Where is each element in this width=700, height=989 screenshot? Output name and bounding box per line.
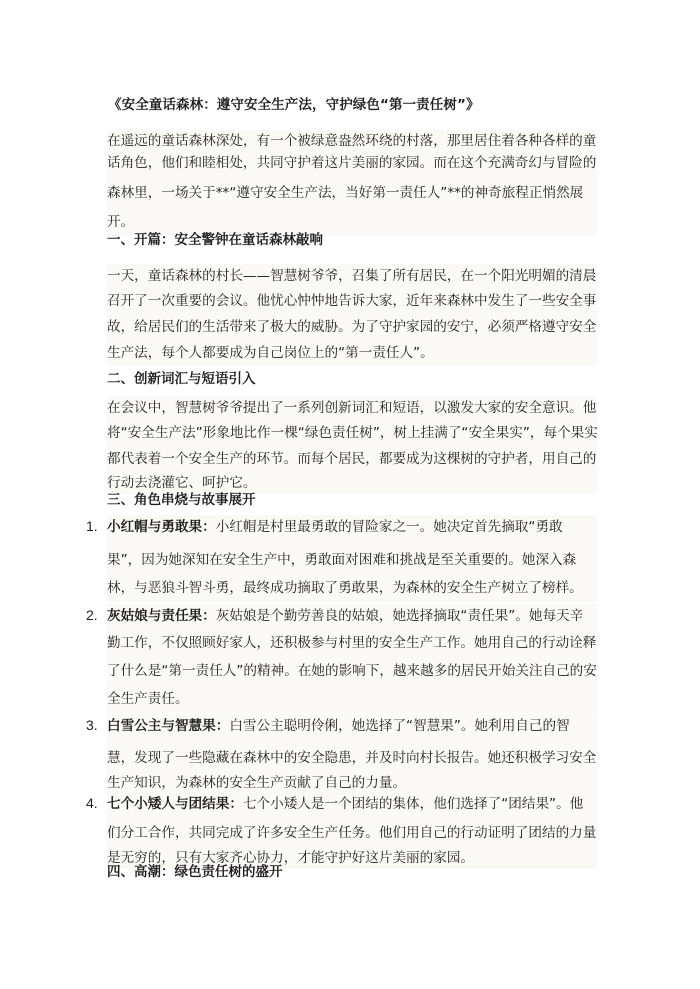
paragraph-line: 都代表着一个安全生产的环节。而每个居民，都要成为这棵树的守护者，用自己的 (107, 451, 597, 467)
document-title: 《安全童话森林：遵守安全生产法，守护绿色“第一责任树”》 (108, 97, 480, 113)
paragraph-line: 召开了一次重要的会议。他忧心忡忡地告诉大家，近年来森林中发生了一些安全事 (107, 293, 597, 309)
section-heading: 二、创新词汇与短语引入 (107, 371, 256, 387)
list-line: 全生产责任。 (107, 691, 189, 707)
intro-line: 话角色，他们和睦相处，共同守护着这片美丽的家园。而在这个充满奇幻与冒险的 (107, 155, 597, 171)
list-line: 们分工合作，共同完成了许多安全生产任务。他们用自己的行动证明了团结的力量 (107, 825, 597, 841)
intro-line: 在遥远的童话森林深处，有一个被绿意盎然环绕的村落，那里居住着各种各样的童 (107, 133, 597, 149)
section-heading: 三、角色串烧与故事展开 (107, 492, 256, 508)
section-heading: 四、高潮：绿色责任树的盛开 (107, 864, 283, 880)
list-term: 白雪公主与智慧果： (107, 718, 230, 734)
intro-line: 开。 (107, 214, 135, 230)
list-line: 生产知识，为森林的安全生产贡献了自己的力量。 (107, 775, 407, 791)
list-number: 4. (86, 795, 98, 811)
list-line: 林，与恶狼斗智斗勇，最终成功摘取了勇敢果，为森林的安全生产树立了榜样。 (107, 580, 583, 596)
list-text: 白雪公主聪明伶俐，她选择了“智慧果”。她利用自己的智 (229, 718, 570, 734)
list-first-line (107, 604, 597, 628)
list-item-body (107, 604, 597, 713)
list-term: 七个小矮人与团结果： (107, 796, 243, 812)
list-number: 2. (86, 607, 98, 623)
list-first-line (107, 515, 597, 539)
list-number: 1. (86, 518, 98, 534)
list-term: 小红帽与勇敢果： (107, 519, 216, 535)
list-text: 灰姑娘是个勤劳善良的姑娘，她选择摘取“责任果”。她每天辛 (215, 608, 584, 624)
list-item-body (107, 792, 597, 869)
intro-paragraph (107, 130, 597, 236)
list-first-line (107, 792, 597, 816)
list-text: 小红帽是村里最勇敢的冒险家之一。她决定首先摘取“勇敢 (215, 519, 563, 535)
intro-line: 森林里，一场关于**“遵守安全生产法，当好第一责任人”**的神奇旅程正悄然展 (107, 185, 584, 201)
list-number: 3. (86, 717, 98, 733)
section-paragraph (107, 264, 597, 366)
list-item-body (107, 714, 597, 794)
list-text: 七个小矮人是一个团结的集体，他们选择了“团结果”。他 (242, 796, 584, 812)
paragraph-line: 生产法，每个人都要成为自己岗位上的“第一责任人”。 (107, 345, 434, 361)
list-line: 果”，因为她深知在安全生产中，勇敢面对困难和挑战是至关重要的。她深入森 (107, 552, 577, 568)
list-line: 勤工作，不仅照顾好家人，还积极参与村里的安全生产工作。她用自己的行动诠释 (107, 635, 597, 651)
list-line: 慧，发现了一些隐藏在森林中的安全隐患，并及时向村长报告。她还积极学习安全 (107, 750, 597, 766)
list-first-line (107, 714, 597, 738)
list-line: 是无穷的，只有大家齐心协力，才能守护好这片美丽的家园。 (107, 850, 475, 866)
list-item-body (107, 515, 597, 602)
section-heading: 一、开篇：安全警钟在童话森林敲响 (107, 232, 323, 248)
paragraph-line: 故，给居民们的生活带来了极大的威胁。为了守护家园的安宁，必须严格遵守安全 (107, 319, 597, 335)
list-term: 灰姑娘与责任果： (107, 608, 216, 624)
paragraph-line: 一天，童话森林的村长——智慧树爷爷，召集了所有居民，在一个阳光明媚的清晨 (107, 268, 597, 284)
paragraph-line: 将“安全生产法”形象地比作一棵“绿色责任树”，树上挂满了“安全果实”，每个果实 (107, 425, 598, 441)
section-paragraph (107, 396, 597, 494)
paragraph-line: 行动去浇灌它、呵护它。 (107, 475, 257, 491)
paragraph-line: 在会议中，智慧树爷爷提出了一系列创新词汇和短语，以激发大家的安全意识。他 (107, 400, 597, 416)
list-line: 了什么是“第一责任人”的精神。在她的影响下，越来越多的居民开始关注自己的安 (107, 663, 597, 679)
